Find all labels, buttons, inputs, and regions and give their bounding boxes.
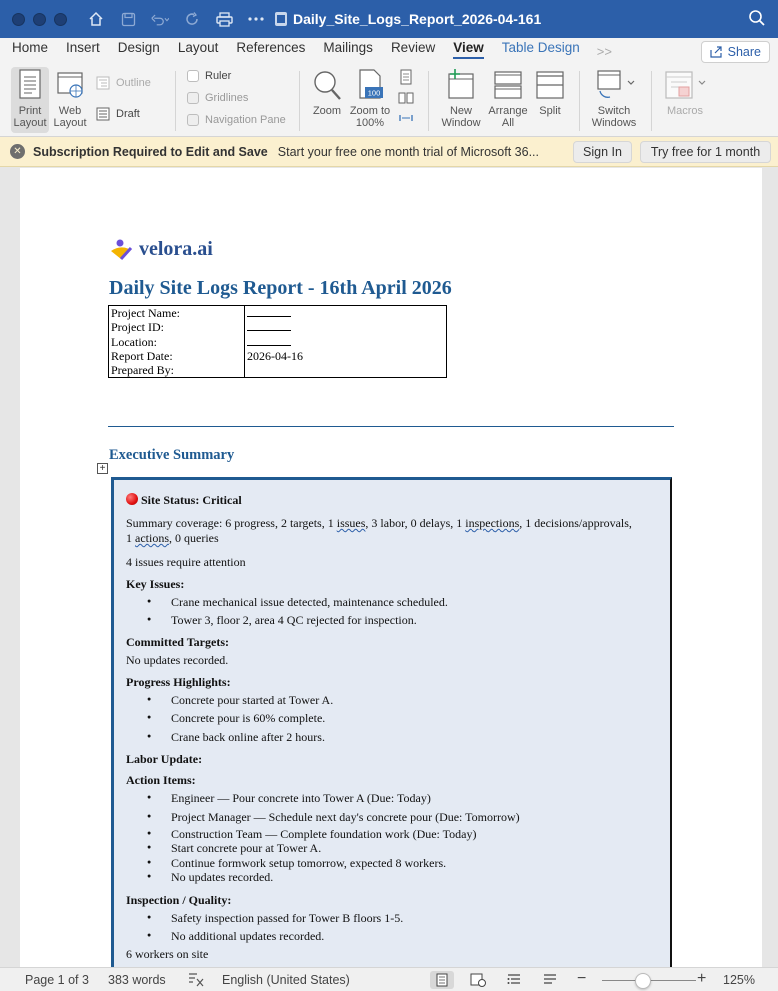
list-item [148,810,520,825]
redo-icon[interactable] [183,10,201,28]
progress-heading: Progress Highlights: [126,675,231,689]
arrange-all-label: Arrange All [488,105,528,129]
info-value-location [247,335,444,349]
ribbon-divider [579,71,580,131]
print-icon[interactable] [215,10,233,28]
list-item [148,929,324,944]
window-controls [12,13,67,26]
print-layout-view-icon[interactable] [430,971,454,989]
print-layout-icon [16,69,44,101]
table-row [109,306,447,378]
share-icon [710,46,723,58]
navigation-pane-label: Navigation Pane [205,114,286,126]
zoom-out-button[interactable]: − [577,970,587,987]
new-window-icon [447,69,475,101]
outline-view-icon[interactable] [502,971,526,989]
ribbon-tabs [0,38,778,65]
switch-windows-icon [592,69,636,101]
switch-windows-label: Switch Windows [591,105,637,129]
tab-view[interactable]: View [444,38,493,65]
list-item [148,693,333,708]
table-move-handle-icon[interactable]: + [97,463,108,474]
list-item-text: No updates recorded. [171,870,274,884]
outline-button[interactable] [96,76,151,90]
tab-home[interactable]: Home [12,40,49,55]
red-circle-icon [126,493,138,505]
list-item [148,827,477,842]
web-layout-button[interactable] [52,69,88,129]
report-title[interactable]: Daily Site Logs Report - 16th April 2026 [109,277,452,299]
outline-label: Outline [116,77,151,89]
list-item [148,791,431,806]
split-icon [536,69,564,101]
minimize-window-button[interactable] [33,13,46,26]
tab-mailings[interactable]: Mailings [323,40,373,55]
info-label-project-id: Project ID: [111,320,164,335]
web-layout-view-icon[interactable] [466,971,490,989]
save-icon[interactable] [119,10,137,28]
document-page[interactable] [20,168,762,967]
navigation-pane-checkbox-box[interactable] [187,114,199,126]
word-count[interactable]: 383 words [108,973,166,987]
status-bar [0,967,778,991]
coverage-text: 1 [126,531,135,545]
page-count[interactable]: Page 1 of 3 [25,973,89,987]
blank-line [247,320,291,331]
zoom-in-button[interactable]: + [697,970,707,987]
executive-summary-heading[interactable]: Executive Summary [109,447,235,463]
arrange-all-button[interactable] [486,69,530,129]
info-label-prepared-by: Prepared By: [111,363,174,378]
search-icon[interactable] [748,9,766,27]
switch-windows-button[interactable] [588,69,640,129]
ribbon-divider [299,71,300,131]
print-layout-label: Print Layout [13,105,47,129]
list-item [148,613,417,628]
subscription-bar [0,137,778,167]
key-issues-heading: Key Issues: [126,577,185,591]
info-value-project-name [247,306,444,320]
page-views-group [398,69,414,125]
coverage-text: Summary coverage: 6 progress, 2 targets, 1 [126,516,337,530]
list-item-text: Tower 3, floor 2, area 4 QC rejected for inspection. [171,613,417,627]
title-bar [0,0,778,38]
draft-icon [96,107,110,121]
share-label: Share [727,45,761,59]
attention-line: 4 issues require attention [126,555,246,569]
more-tabs-icon[interactable]: >> [596,44,612,59]
site-status-text: Site Status: Critical [141,493,242,507]
tab-references[interactable]: References [236,40,306,55]
draft-label: Draft [116,108,140,120]
arrange-all-icon [494,69,522,101]
zoom-label: Zoom [312,105,342,117]
dismiss-icon[interactable]: ✕ [10,144,25,159]
committed-targets-heading: Committed Targets: [126,635,229,649]
horizontal-rule [108,426,674,427]
info-value-prepared-by [247,363,444,377]
print-layout-button[interactable] [11,67,49,133]
close-window-button[interactable] [12,13,25,26]
navigation-pane-checkbox[interactable] [187,114,286,126]
web-layout-icon [56,69,84,101]
coverage-issues: issues [336,516,366,530]
list-item [148,711,325,726]
ruler-checkbox-box[interactable] [187,70,199,82]
web-layout-label: Web Layout [53,105,87,129]
list-item-text: Crane mechanical issue detected, maintenance scheduled. [171,595,448,609]
undo-icon[interactable] [151,10,169,28]
zoom-magnifier-icon [313,69,341,101]
info-value-report-date: 2026-04-16 [247,348,303,363]
draft-button[interactable] [96,107,140,121]
velora-logo-icon [109,239,133,261]
workers-on-site: 6 workers on site [126,947,209,961]
tab-table-design[interactable]: Table Design [501,40,580,55]
new-window-button[interactable] [438,69,484,129]
project-info-table[interactable] [108,305,447,378]
list-item [148,730,325,745]
list-item-text: Construction Team — Complete foundation work (Due: Today) [171,827,477,841]
ribbon-view [0,65,778,137]
inspection-heading: Inspection / Quality: [126,893,232,907]
list-item [148,841,321,856]
window-title [275,11,541,27]
info-cell-value[interactable] [245,306,447,378]
tab-design[interactable]: Design [117,40,160,55]
committed-targets-text: No updates recorded. [126,653,229,667]
info-label-project-name: Project Name: [111,306,180,320]
macros-button[interactable] [662,69,708,117]
list-item-text: Engineer — Pour concrete into Tower A (Due: Today) [171,791,431,805]
summary-coverage [126,516,661,546]
company-logo [109,238,213,261]
tab-review[interactable]: Review [390,40,436,55]
list-item-text: Start concrete pour at Tower A. [171,841,322,855]
outline-icon [96,76,110,90]
document-canvas[interactable] [0,168,778,967]
coverage-inspections: inspections [465,516,520,530]
one-page-icon[interactable] [398,69,414,85]
more-options-icon[interactable] [247,10,265,28]
tab-insert[interactable]: Insert [66,40,100,55]
info-label-report-date: Report Date: [111,348,173,363]
draft-view-icon[interactable] [538,971,562,989]
action-items-heading: Action Items: [126,773,196,787]
split-label: Split [539,105,561,117]
list-item [148,856,446,871]
ribbon-divider [175,71,176,131]
executive-summary-box[interactable] [111,477,672,967]
info-label-location: Location: [111,334,157,349]
proofing-icon[interactable] [188,973,204,987]
zoom-100-badge: 100 [367,88,381,98]
share-button[interactable] [701,41,770,63]
blank-line [247,335,291,346]
list-item-text: Safety inspection passed for Tower B floors 1-5. [171,911,404,925]
list-item [148,870,273,885]
info-cell-label[interactable] [109,306,245,378]
ribbon-divider [428,71,429,131]
labor-heading: Labor Update: [126,752,203,766]
list-item-text: No additional updates recorded. [171,929,325,943]
zoom-100-button[interactable] [348,69,392,129]
ruler-checkbox[interactable] [187,70,231,82]
new-window-label: New Window [441,105,481,129]
list-item-text: Project Manager — Schedule next day's concrete pour (Due: Tomorrow) [171,810,520,824]
coverage-text: , 3 labor, 0 delays, 1 [365,516,466,530]
tab-layout[interactable]: Layout [177,40,219,55]
macros-label: Macros [666,105,704,117]
macros-icon [663,69,707,101]
list-item-text: Concrete pour started at Tower A. [171,693,334,707]
zoom-window-button[interactable] [54,13,67,26]
zoom-level[interactable]: 125% [723,973,755,987]
window-title-text: Daily_Site_Logs_Report_2026-04-161 [293,11,542,27]
zoom-100-label: Zoom to 100% [349,105,391,129]
zoom-100-icon [356,69,384,101]
language[interactable]: English (United States) [222,973,350,987]
gridlines-checkbox[interactable] [187,92,248,104]
gridlines-checkbox-box[interactable] [187,92,199,104]
home-icon[interactable] [87,10,105,28]
subscription-title: Subscription Required to Edit and Save [33,144,268,159]
logo-text: velora.ai [139,238,213,260]
zoom-button[interactable] [310,69,344,117]
ribbon-divider [651,71,652,131]
split-button[interactable] [534,69,566,117]
multiple-pages-icon[interactable] [398,91,414,105]
ruler-label: Ruler [205,70,232,82]
sign-in-button[interactable]: Sign In [573,141,632,163]
try-free-button[interactable]: Try free for 1 month [640,141,771,163]
coverage-text: , 0 queries [169,531,219,545]
coverage-actions: actions [135,531,169,545]
list-item-text: Continue formwork setup tomorrow, expected 8 workers. [171,856,447,870]
list-item-text: Crane back online after 2 hours. [171,730,325,744]
info-value-project-id [247,320,444,334]
zoom-slider-handle[interactable] [635,973,651,989]
coverage-text: , 1 decisions/approvals, [519,516,632,530]
list-item [148,595,448,610]
list-item-text: Concrete pour is 60% complete. [171,711,326,725]
blank-line [247,306,291,317]
site-status [126,493,242,508]
gridlines-label: Gridlines [205,92,249,104]
subscription-message: Start your free one month trial of Microsoft 36... [277,144,539,159]
page-width-icon[interactable] [398,111,414,125]
word-document-icon [275,12,287,26]
list-item [148,911,403,926]
